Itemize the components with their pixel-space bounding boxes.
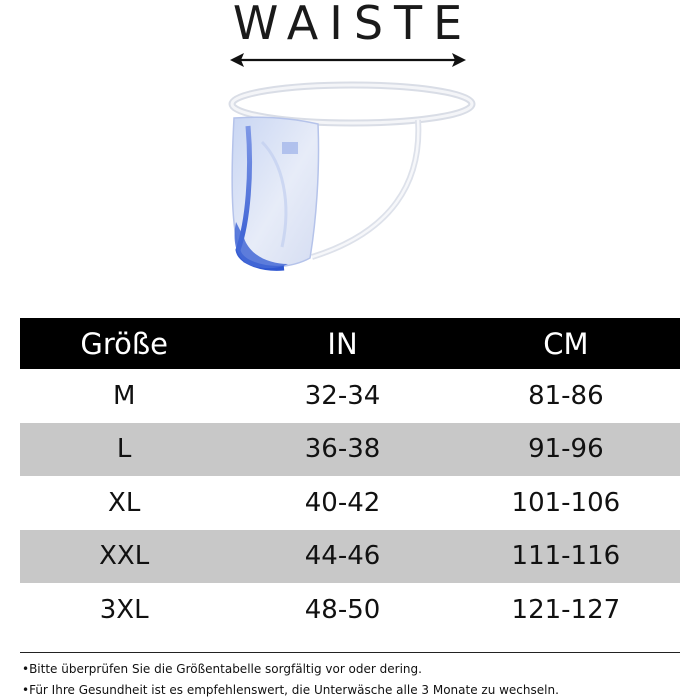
inches-cell: 36-38 (304, 434, 381, 465)
cm-cell: 111-116 (511, 541, 621, 572)
table-row (20, 369, 680, 423)
table-row (20, 476, 680, 530)
size-cell: 3XL (99, 594, 149, 625)
cm-cell: 101-106 (511, 487, 621, 518)
inches-cell: 44-46 (304, 541, 381, 572)
inches-cell: 32-34 (304, 380, 381, 411)
table-header-row (20, 318, 680, 369)
size-table (20, 318, 680, 637)
notes-divider (20, 652, 680, 653)
cm-cell: 91-96 (528, 434, 604, 465)
table-row (20, 530, 680, 584)
waist-title: WAISTE (232, 0, 474, 50)
size-cell: M (112, 380, 136, 411)
inches-cell: 40-42 (304, 487, 381, 518)
cm-cell: 81-86 (528, 380, 604, 411)
note-check-size: •Bitte überprüfen Sie die Größentabelle sorgfältig vor oder dering. (22, 662, 422, 676)
header-cm: CM (543, 326, 589, 361)
inches-cell: 48-50 (304, 594, 381, 625)
table-row (20, 583, 680, 637)
cm-cell: 121-127 (511, 594, 621, 625)
table-row (20, 423, 680, 477)
size-cell: L (116, 434, 132, 465)
size-cell: XXL (99, 541, 150, 572)
double-headed-arrow-icon (228, 50, 468, 70)
note-health: •Für Ihre Gesundheit ist es empfehlenswert, die Unterwäsche alle 3 Monate zu wechseln. (22, 683, 559, 697)
size-cell: XL (108, 487, 141, 518)
header-size: Größe (80, 326, 168, 361)
header-inches: IN (327, 326, 358, 361)
garment-illustration (222, 72, 482, 277)
